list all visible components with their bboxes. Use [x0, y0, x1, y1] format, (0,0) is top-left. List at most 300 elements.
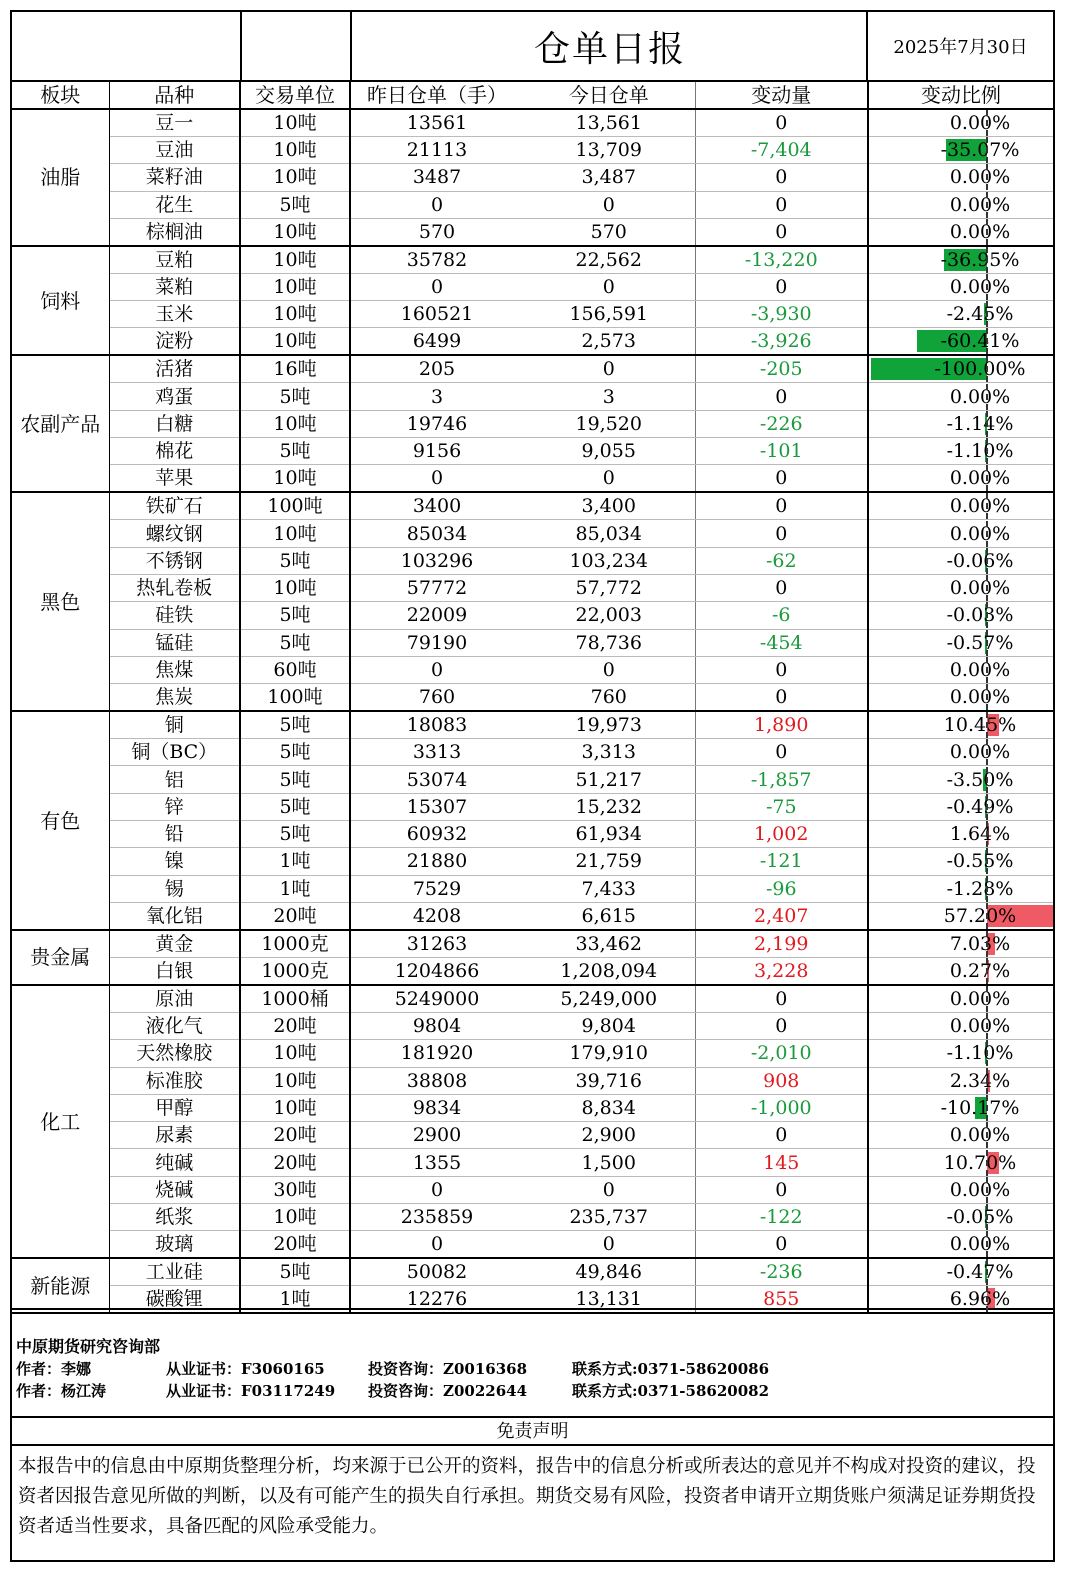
unit-cell: 1000克 [240, 930, 350, 958]
change-cell: -1,857 [695, 766, 868, 793]
pct-cell [868, 766, 1053, 793]
pct-bar-container [869, 1013, 1053, 1039]
prev-receipt-cell: 38808 [350, 1067, 523, 1094]
today-receipt-cell: 7,433 [523, 875, 695, 902]
pct-cell [868, 793, 1053, 820]
table-body [12, 109, 1053, 1313]
prev-receipt-cell: 160521 [350, 301, 523, 328]
pct-bar-container [869, 301, 1053, 327]
variety-cell: 铅 [109, 821, 240, 848]
pct-cell [868, 246, 1053, 274]
today-receipt-cell: 19,520 [523, 410, 695, 437]
change-cell: 0 [695, 985, 868, 1013]
pct-zero-axis [986, 821, 988, 847]
pct-cell [868, 273, 1053, 300]
unit-cell: 10吨 [240, 218, 350, 246]
change-cell: 0 [695, 656, 868, 683]
pct-cell [868, 1176, 1053, 1203]
pct-bar-container [869, 958, 1053, 984]
pct-cell [868, 985, 1053, 1013]
variety-cell: 螺纹钢 [109, 520, 240, 547]
pct-cell [868, 574, 1053, 601]
pct-text: -0.57% [946, 631, 1014, 654]
unit-cell: 20吨 [240, 1122, 350, 1149]
unit-cell: 10吨 [240, 574, 350, 601]
table-row [12, 328, 1053, 356]
pct-zero-axis [986, 602, 988, 628]
unit-cell: 1吨 [240, 875, 350, 902]
table-row [12, 1149, 1053, 1176]
today-receipt-cell: 39,716 [523, 1067, 695, 1094]
prev-receipt-cell: 15307 [350, 793, 523, 820]
variety-cell: 铁矿石 [109, 492, 240, 520]
variety-cell: 豆粕 [109, 246, 240, 274]
pct-bar-container [869, 848, 1053, 874]
pct-bar-container [869, 684, 1053, 710]
today-receipt-cell: 156,591 [523, 301, 695, 328]
today-receipt-cell: 5,249,000 [523, 985, 695, 1013]
prev-receipt-cell: 1355 [350, 1149, 523, 1176]
pct-zero-axis [986, 137, 988, 163]
change-cell: 0 [695, 684, 868, 712]
pct-zero-axis [986, 1204, 988, 1230]
pct-zero-axis [986, 848, 988, 874]
pct-text: 0.00% [949, 1233, 1011, 1256]
unit-cell: 100吨 [240, 684, 350, 712]
warehouse-receipt-table [12, 82, 1053, 1314]
table-row [12, 164, 1053, 191]
table-row [12, 957, 1053, 985]
pct-text: -35.07% [940, 139, 1020, 162]
table-row [12, 301, 1053, 328]
unit-cell: 1000桶 [240, 985, 350, 1013]
pct-bar-container [869, 712, 1053, 738]
pct-zero-axis [986, 164, 988, 190]
pct-text: -0.55% [946, 850, 1014, 873]
variety-cell: 标准胶 [109, 1067, 240, 1094]
change-cell: -75 [695, 793, 868, 820]
prev-receipt-cell: 21113 [350, 137, 523, 164]
prev-receipt-cell: 9804 [350, 1012, 523, 1039]
variety-cell: 锌 [109, 793, 240, 820]
change-cell: 0 [695, 218, 868, 246]
unit-cell: 10吨 [240, 301, 350, 328]
pct-cell [868, 109, 1053, 137]
unit-cell: 20吨 [240, 1231, 350, 1259]
report-header [12, 12, 1053, 82]
pct-zero-axis [986, 1013, 988, 1039]
prev-receipt-cell: 31263 [350, 930, 523, 958]
prev-receipt-cell: 50082 [350, 1258, 523, 1286]
pct-bar-container [869, 164, 1053, 190]
variety-cell: 苹果 [109, 465, 240, 493]
table-row [12, 1067, 1053, 1094]
pct-bar-container [869, 821, 1053, 847]
pct-zero-axis [986, 411, 988, 437]
pct-zero-axis [986, 712, 988, 738]
sector-cell: 黑色 [12, 492, 109, 711]
table-row [12, 1231, 1053, 1259]
pct-zero-axis [986, 219, 988, 245]
unit-cell: 10吨 [240, 465, 350, 493]
pct-text: -0.49% [946, 795, 1014, 818]
col-header-change: 变动量 [695, 82, 868, 109]
table-row [12, 821, 1053, 848]
author-name: 作者：杨江涛 [16, 1382, 107, 1400]
pct-text: 10.70% [943, 1151, 1017, 1174]
today-receipt-cell: 13,131 [523, 1286, 695, 1314]
pct-bar-container [869, 602, 1053, 628]
pct-bar-container [869, 903, 1053, 929]
pct-bar-container [869, 521, 1053, 547]
pct-cell [868, 520, 1053, 547]
pct-bar-container [869, 465, 1053, 491]
change-cell: 0 [695, 383, 868, 410]
author-footer [12, 1308, 1053, 1418]
variety-cell: 活猪 [109, 355, 240, 383]
prev-receipt-cell: 85034 [350, 520, 523, 547]
pct-text: 0.00% [949, 1015, 1011, 1038]
prev-receipt-cell: 3313 [350, 739, 523, 766]
prev-receipt-cell: 0 [350, 656, 523, 683]
variety-cell: 菜籽油 [109, 164, 240, 191]
pct-zero-axis [986, 521, 988, 547]
unit-cell: 10吨 [240, 520, 350, 547]
change-cell: 0 [695, 739, 868, 766]
col-header-pct: 变动比例 [868, 82, 1053, 109]
author-contact: 联系方式:0371-58620086 [572, 1360, 770, 1378]
prev-receipt-cell: 3400 [350, 492, 523, 520]
pct-bar-container [869, 739, 1053, 765]
author-license: 从业证书：F03117249 [166, 1382, 336, 1400]
today-receipt-cell: 3,400 [523, 492, 695, 520]
unit-cell: 10吨 [240, 1067, 350, 1094]
pct-text: -0.47% [946, 1261, 1014, 1284]
today-receipt-cell: 57,772 [523, 574, 695, 601]
today-receipt-cell: 103,234 [523, 547, 695, 574]
pct-bar-container [869, 630, 1053, 656]
pct-zero-axis [986, 1286, 988, 1312]
unit-cell: 5吨 [240, 383, 350, 410]
prev-receipt-cell: 181920 [350, 1040, 523, 1067]
pct-zero-axis [986, 575, 988, 601]
pct-zero-axis [986, 876, 988, 902]
pct-cell [868, 684, 1053, 712]
table-header-row [12, 82, 1053, 109]
variety-cell: 白银 [109, 957, 240, 985]
sector-cell: 饲料 [12, 246, 109, 356]
pct-cell [868, 438, 1053, 465]
variety-cell: 玻璃 [109, 1231, 240, 1259]
title-cell-border [352, 12, 868, 80]
variety-cell: 豆一 [109, 109, 240, 137]
pct-text: 0.00% [949, 686, 1011, 709]
pct-cell [868, 739, 1053, 766]
pct-bar-container [869, 384, 1053, 410]
pct-zero-axis [986, 356, 988, 382]
prev-receipt-cell: 6499 [350, 328, 523, 356]
table-row [12, 629, 1053, 656]
pct-zero-axis [986, 931, 988, 957]
pct-bar-container [869, 548, 1053, 574]
unit-cell: 20吨 [240, 902, 350, 930]
today-receipt-cell: 3 [523, 383, 695, 410]
today-receipt-cell: 8,834 [523, 1094, 695, 1121]
table-row [12, 930, 1053, 958]
today-receipt-cell: 2,900 [523, 1122, 695, 1149]
pct-zero-axis [986, 438, 988, 464]
today-receipt-cell: 13,561 [523, 109, 695, 137]
table-row [12, 273, 1053, 300]
pct-text: -0.03% [946, 604, 1014, 627]
pct-cell [868, 1149, 1053, 1176]
pct-cell [868, 629, 1053, 656]
table-row [12, 218, 1053, 246]
unit-cell: 10吨 [240, 410, 350, 437]
variety-cell: 焦炭 [109, 684, 240, 712]
table-row [12, 902, 1053, 930]
table-row [12, 766, 1053, 793]
unit-cell: 1吨 [240, 848, 350, 875]
table-row [12, 383, 1053, 410]
table-row [12, 656, 1053, 683]
today-receipt-cell: 22,562 [523, 246, 695, 274]
prev-receipt-cell: 21880 [350, 848, 523, 875]
change-cell: -2,010 [695, 1040, 868, 1067]
table-row [12, 355, 1053, 383]
today-receipt-cell: 2,573 [523, 328, 695, 356]
pct-text: 2.34% [949, 1069, 1011, 1092]
table-row [12, 191, 1053, 218]
pct-cell [868, 383, 1053, 410]
today-receipt-cell: 1,208,094 [523, 957, 695, 985]
pct-zero-axis [986, 1150, 988, 1176]
sector-cell: 油脂 [12, 109, 109, 246]
pct-text: 0.27% [949, 959, 1011, 982]
pct-bar-container [869, 192, 1053, 218]
unit-cell: 5吨 [240, 438, 350, 465]
today-receipt-cell: 13,709 [523, 137, 695, 164]
table-row [12, 1094, 1053, 1121]
pct-zero-axis [986, 903, 988, 929]
pct-bar-container [869, 1259, 1053, 1285]
pct-text: 0.00% [949, 659, 1011, 681]
prev-receipt-cell: 9834 [350, 1094, 523, 1121]
unit-cell: 10吨 [240, 164, 350, 191]
pct-text: 7.03% [949, 932, 1011, 955]
unit-cell: 5吨 [240, 793, 350, 820]
author-advisory: 投资咨询：Z0022644 [368, 1382, 528, 1400]
table-row [12, 684, 1053, 712]
variety-cell: 甲醇 [109, 1094, 240, 1121]
unit-cell: 20吨 [240, 1149, 350, 1176]
variety-cell: 纯碱 [109, 1149, 240, 1176]
pct-zero-axis [986, 958, 988, 984]
pct-text: 0.00% [949, 495, 1011, 518]
change-cell: 0 [695, 465, 868, 493]
prev-receipt-cell: 19746 [350, 410, 523, 437]
variety-cell: 菜粕 [109, 273, 240, 300]
pct-bar-container [869, 1231, 1053, 1257]
today-receipt-cell: 9,804 [523, 1012, 695, 1039]
variety-cell: 烧碱 [109, 1176, 240, 1203]
table-row [12, 410, 1053, 437]
pct-zero-axis [986, 548, 988, 574]
change-cell: 1,890 [695, 711, 868, 739]
today-receipt-cell: 85,034 [523, 520, 695, 547]
change-cell: -6 [695, 602, 868, 629]
variety-cell: 铝 [109, 766, 240, 793]
prev-receipt-cell: 205 [350, 355, 523, 383]
variety-cell: 工业硅 [109, 1258, 240, 1286]
unit-cell: 5吨 [240, 766, 350, 793]
variety-cell: 鸡蛋 [109, 383, 240, 410]
author-name: 作者：李娜 [16, 1360, 92, 1378]
pct-zero-axis [986, 1177, 988, 1203]
change-cell: 0 [695, 520, 868, 547]
pct-zero-axis [986, 657, 988, 683]
today-receipt-cell: 51,217 [523, 766, 695, 793]
pct-zero-axis [986, 630, 988, 656]
pct-bar-container [869, 1068, 1053, 1094]
pct-cell [868, 711, 1053, 739]
today-receipt-cell: 1,500 [523, 1149, 695, 1176]
pct-cell [868, 410, 1053, 437]
pct-cell [868, 191, 1053, 218]
pct-text: -1.14% [946, 412, 1014, 435]
unit-cell: 10吨 [240, 1204, 350, 1231]
pct-text: -1.10% [946, 440, 1014, 463]
unit-cell: 10吨 [240, 137, 350, 164]
change-cell: -236 [695, 1258, 868, 1286]
sector-cell: 有色 [12, 711, 109, 930]
pct-bar-container [869, 1040, 1053, 1066]
pct-bar-container [869, 1150, 1053, 1176]
today-receipt-cell: 3,313 [523, 739, 695, 766]
variety-cell: 原油 [109, 985, 240, 1013]
sector-cell: 新能源 [12, 1258, 109, 1313]
change-cell: 0 [695, 1122, 868, 1149]
unit-cell: 60吨 [240, 656, 350, 683]
pct-cell [868, 218, 1053, 246]
change-cell: 0 [695, 273, 868, 300]
variety-cell: 花生 [109, 191, 240, 218]
pct-cell [868, 1040, 1053, 1067]
sector-cell: 农副产品 [12, 355, 109, 492]
report-sheet [10, 10, 1055, 1562]
table-row [12, 848, 1053, 875]
sector-cell: 贵金属 [12, 930, 109, 985]
prev-receipt-cell: 13561 [350, 109, 523, 137]
variety-cell: 白糖 [109, 410, 240, 437]
pct-text: 0.00% [949, 193, 1011, 216]
variety-cell: 不锈钢 [109, 547, 240, 574]
variety-cell: 镍 [109, 848, 240, 875]
pct-cell [868, 328, 1053, 356]
unit-cell: 30吨 [240, 1176, 350, 1203]
pct-bar-container [869, 1122, 1053, 1148]
prev-receipt-cell: 9156 [350, 438, 523, 465]
today-receipt-cell: 9,055 [523, 438, 695, 465]
pct-text: -36.95% [940, 248, 1020, 271]
today-receipt-cell: 235,737 [523, 1204, 695, 1231]
pct-text: 1.64% [949, 823, 1011, 846]
table-row [12, 602, 1053, 629]
author-contact: 联系方式:0371-58620082 [572, 1382, 770, 1400]
variety-cell: 天然橡胶 [109, 1040, 240, 1067]
change-cell: 0 [695, 1012, 868, 1039]
change-cell: 1,002 [695, 821, 868, 848]
pct-text: 0.00% [949, 741, 1011, 764]
pct-cell [868, 1067, 1053, 1094]
pct-zero-axis [986, 1068, 988, 1094]
unit-cell: 5吨 [240, 629, 350, 656]
disclaimer-title: 免责声明 [12, 1418, 1053, 1446]
variety-cell: 焦煤 [109, 656, 240, 683]
variety-cell: 氧化铝 [109, 902, 240, 930]
table-row [12, 1176, 1053, 1203]
variety-cell: 棕榈油 [109, 218, 240, 246]
table-row [12, 793, 1053, 820]
header-blank-left [12, 12, 242, 80]
pct-bar-container [869, 328, 1053, 354]
pct-zero-axis [986, 274, 988, 300]
pct-cell [868, 821, 1053, 848]
pct-bar-container [869, 110, 1053, 136]
pct-text: -10.17% [940, 1096, 1020, 1119]
pct-bar-container [869, 575, 1053, 601]
change-cell: 0 [695, 492, 868, 520]
variety-cell: 碳酸锂 [109, 1286, 240, 1314]
pct-cell [868, 1204, 1053, 1231]
unit-cell: 5吨 [240, 821, 350, 848]
today-receipt-cell: 21,759 [523, 848, 695, 875]
variety-cell: 玉米 [109, 301, 240, 328]
change-cell: 0 [695, 164, 868, 191]
pct-zero-axis [986, 301, 988, 327]
pct-bar-container [869, 1204, 1053, 1230]
variety-cell: 热轧卷板 [109, 574, 240, 601]
pct-zero-axis [986, 192, 988, 218]
unit-cell: 10吨 [240, 328, 350, 356]
table-row [12, 465, 1053, 493]
header-blank-middle [242, 12, 352, 80]
prev-receipt-cell: 79190 [350, 629, 523, 656]
pct-bar-container [869, 931, 1053, 957]
change-cell: -3,930 [695, 301, 868, 328]
pct-zero-axis [986, 1040, 988, 1066]
today-receipt-cell: 49,846 [523, 1258, 695, 1286]
pct-bar-container [869, 356, 1053, 382]
unit-cell: 5吨 [240, 191, 350, 218]
change-cell: 0 [695, 1231, 868, 1259]
today-receipt-cell: 19,973 [523, 711, 695, 739]
change-cell: -1,000 [695, 1094, 868, 1121]
col-header-sector: 板块 [12, 82, 109, 109]
change-cell: 3,228 [695, 957, 868, 985]
variety-cell: 铜 [109, 711, 240, 739]
pct-text: 57.20% [943, 904, 1017, 927]
unit-cell: 10吨 [240, 273, 350, 300]
variety-cell: 黄金 [109, 930, 240, 958]
unit-cell: 10吨 [240, 109, 350, 137]
change-cell: -3,926 [695, 328, 868, 356]
pct-text: -60.41% [940, 330, 1020, 353]
pct-text: -0.05% [946, 1206, 1014, 1229]
prev-receipt-cell: 7529 [350, 875, 523, 902]
prev-receipt-cell: 0 [350, 191, 523, 218]
pct-text: 0.00% [949, 467, 1011, 490]
